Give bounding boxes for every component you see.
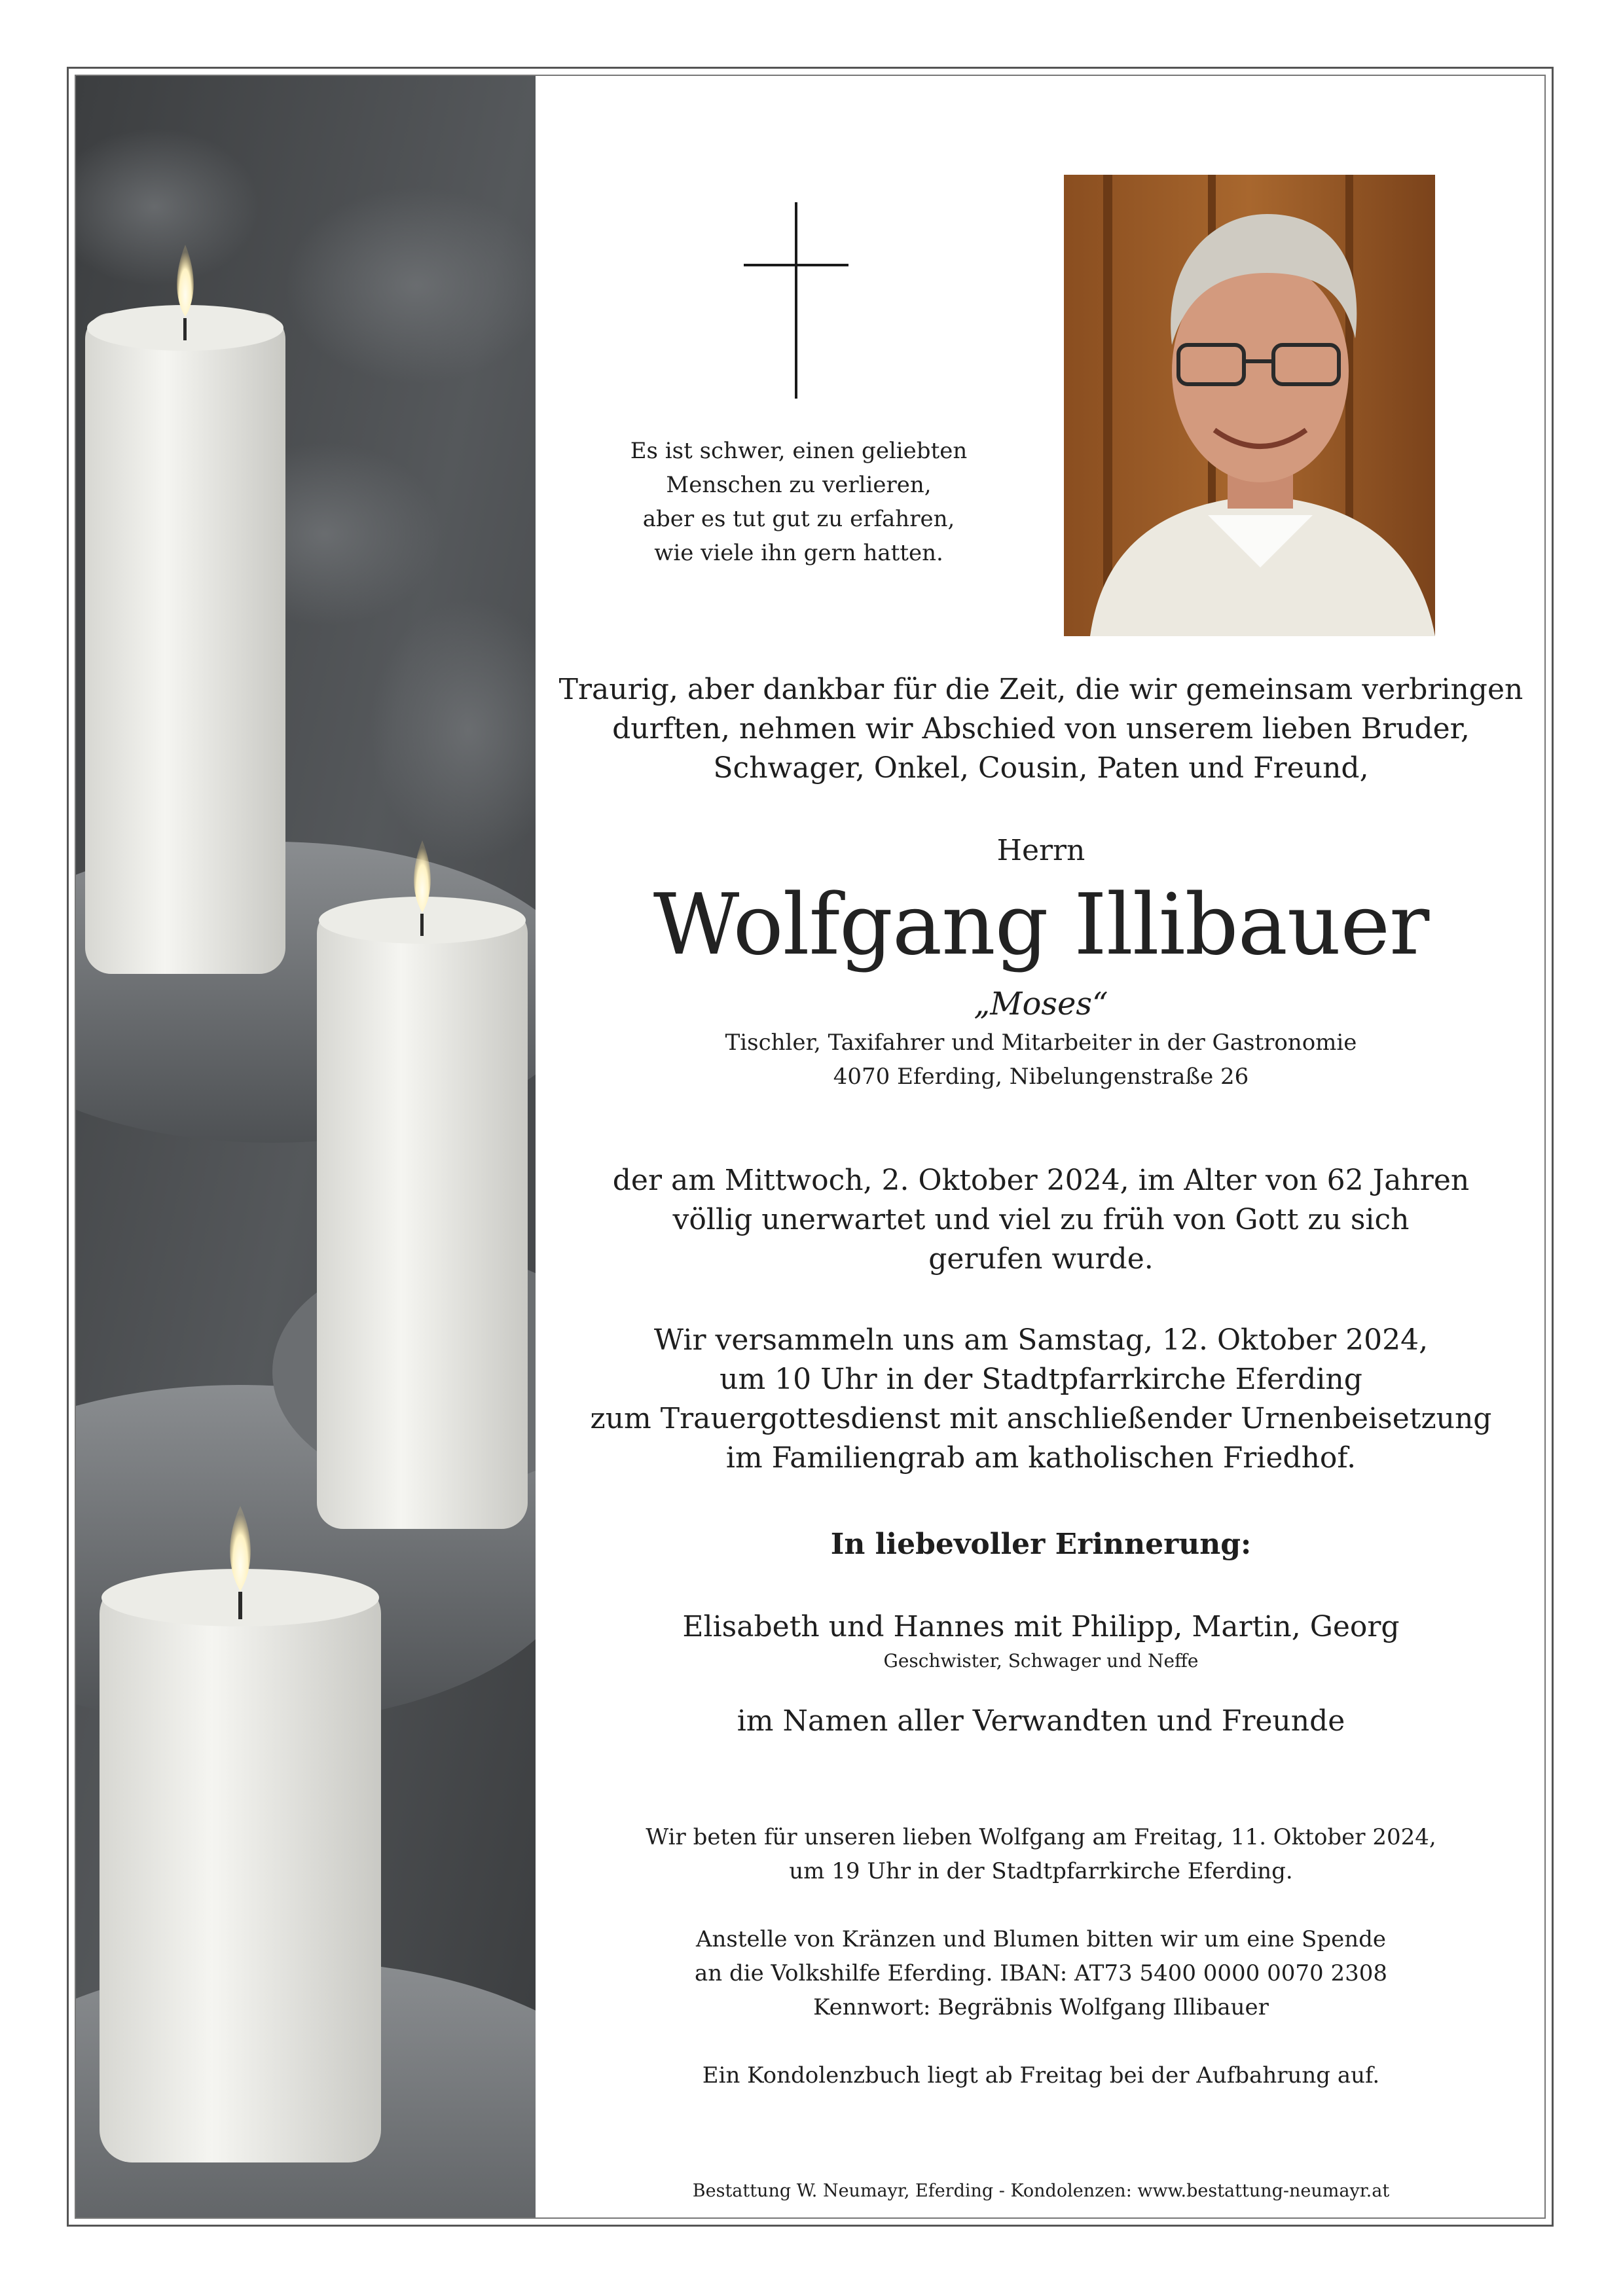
mourners-heading: In liebevoller Erinnerung:	[830, 1528, 1252, 1561]
death-line-1: der am Mittwoch, 2. Oktober 2024, im Alter von 62 Jahren	[612, 1164, 1470, 1197]
service-line-2: um 10 Uhr in der Stadtpfarrkirche Eferding	[720, 1363, 1362, 1396]
mourners-others: im Namen aller Verwandten und Freunde	[737, 1704, 1345, 1738]
prayer-line-2: um 19 Uhr in der Stadtpfarrkirche Eferding.	[789, 1858, 1293, 1884]
quote-line-4: wie viele ihn gern hatten.	[654, 540, 943, 566]
donation-line-3: Kennwort: Begräbnis Wolfgang Illibauer	[813, 1994, 1269, 2020]
death-line-2: völlig unerwartet und viel zu früh von Gott zu sich	[672, 1203, 1410, 1236]
service-line-1: Wir versammeln uns am Samstag, 12. Oktober 2024,	[653, 1323, 1429, 1357]
intro-line-1: Traurig, aber dankbar für die Zeit, die wir gemeinsam verbringen	[558, 673, 1523, 706]
deceased-name: Wolfgang Illibauer	[653, 876, 1429, 974]
donation-line-1: Anstelle von Kränzen und Blumen bitten wir um eine Spende	[695, 1926, 1387, 1952]
quote-line-1: Es ist schwer, einen geliebten	[630, 438, 968, 464]
prayer-line-1: Wir beten für unseren lieben Wolfgang am Freitag, 11. Oktober 2024,	[646, 1824, 1436, 1850]
quote-line-2: Menschen zu verlieren,	[666, 472, 932, 498]
intro-line-3: Schwager, Onkel, Cousin, Paten und Freund,	[713, 751, 1369, 785]
quote-line-3: aber es tut gut zu erfahren,	[642, 506, 955, 532]
donation-line-2: an die Volkshilfe Eferding. IBAN: AT73 5400 0000 0070 2308	[695, 1960, 1387, 1986]
deceased-address: 4070 Eferding, Nibelungenstraße 26	[833, 1064, 1249, 1090]
salutation: Herrn	[996, 834, 1085, 867]
candles-image	[76, 76, 536, 2217]
service-line-4: im Familiengrab am katholischen Friedhof.	[725, 1441, 1357, 1475]
portrait-photo	[1064, 175, 1435, 636]
death-line-3: gerufen wurde.	[928, 1242, 1154, 1276]
deceased-occupation: Tischler, Taxifahrer und Mitarbeiter in der Gastronomie	[725, 1030, 1357, 1056]
footer-undertaker: Bestattung W. Neumayr, Eferding - Kondolenzen: www.bestattung-neumayr.at	[692, 2181, 1390, 2201]
mourners-family: Elisabeth und Hannes mit Philipp, Martin, Georg	[682, 1610, 1400, 1643]
condolence-note: Ein Kondolenzbuch liegt ab Freitag bei der Aufbahrung auf.	[702, 2062, 1380, 2089]
cross-icon	[744, 202, 848, 399]
intro-line-2: durften, nehmen wir Abschied von unserem lieben Bruder,	[612, 712, 1470, 745]
deceased-nickname: „Moses“	[974, 986, 1108, 1022]
service-line-3: zum Trauergottesdienst mit anschließender Urnenbeisetzung	[590, 1402, 1492, 1435]
mourners-relation: Geschwister, Schwager und Neffe	[883, 1650, 1199, 1672]
